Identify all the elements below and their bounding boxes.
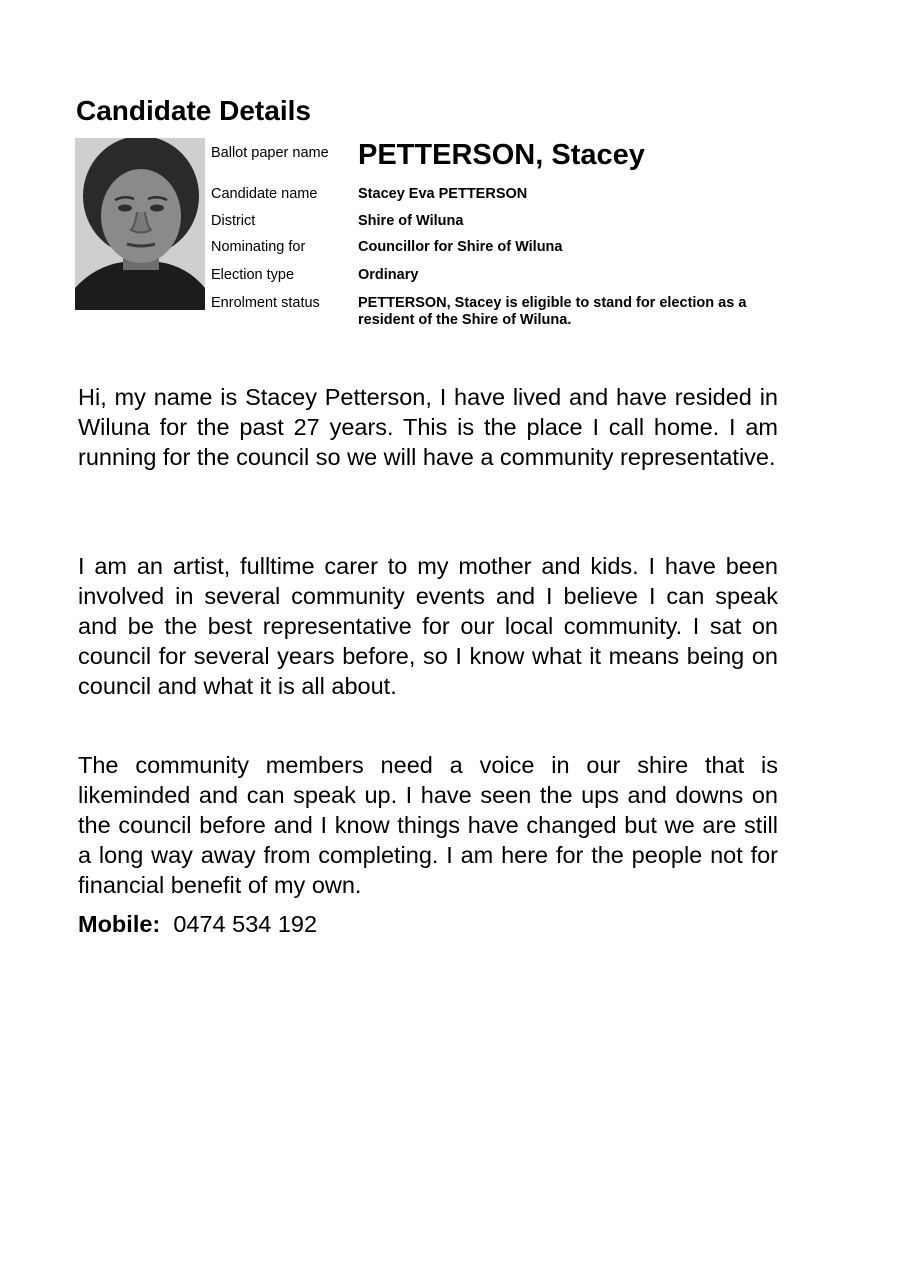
mobile-contact	[78, 909, 317, 939]
candidate-photo	[75, 138, 205, 310]
ballot-paper-name: PETTERSON, Stacey	[358, 139, 645, 171]
nominating-for-label: Nominating for	[211, 239, 306, 255]
statement-paragraph-3: The community members need a voice in our shire that is likeminded and can speak up. I have seen the ups and downs on the council before and I know things have changed but we are still a long way away from completing. I am here for the people not for financial benefit of my own.	[78, 752, 778, 898]
candidate-name: Stacey Eva PETTERSON	[358, 186, 528, 202]
statement-paragraph-2: I am an artist, fulltime carer to my mother and kids. I have been involved in several community events and I believe I can speak and be the best representative for our local community. I sat on council for several years before, so I know what it means being on council and what it is all about.	[78, 553, 778, 699]
district-label: District	[211, 213, 256, 229]
mobile-number: 0474 534 192	[173, 911, 318, 937]
election-type-label: Election type	[211, 267, 295, 283]
page-title: Candidate Details	[76, 95, 311, 126]
candidate-name-label: Candidate name	[211, 186, 318, 202]
ballot-paper-name-label: Ballot paper name	[211, 145, 329, 161]
enrolment-status-value: PETTERSON, Stacey is eligible to stand for election as a resident of the Shire of Wiluna.	[358, 295, 747, 328]
nominating-for-value: Councillor for Shire of Wiluna	[358, 239, 563, 255]
statement-paragraph-1: Hi, my name is Stacey Petterson, I have lived and have resided in Wiluna for the past 27 years. This is the place I call home. I am running for the council so we will have a community representative.	[78, 384, 778, 470]
district-value: Shire of Wiluna	[358, 213, 464, 229]
mobile-label: Mobile:	[78, 911, 161, 937]
election-type-value: Ordinary	[358, 267, 419, 283]
enrolment-status-label: Enrolment status	[211, 295, 320, 311]
